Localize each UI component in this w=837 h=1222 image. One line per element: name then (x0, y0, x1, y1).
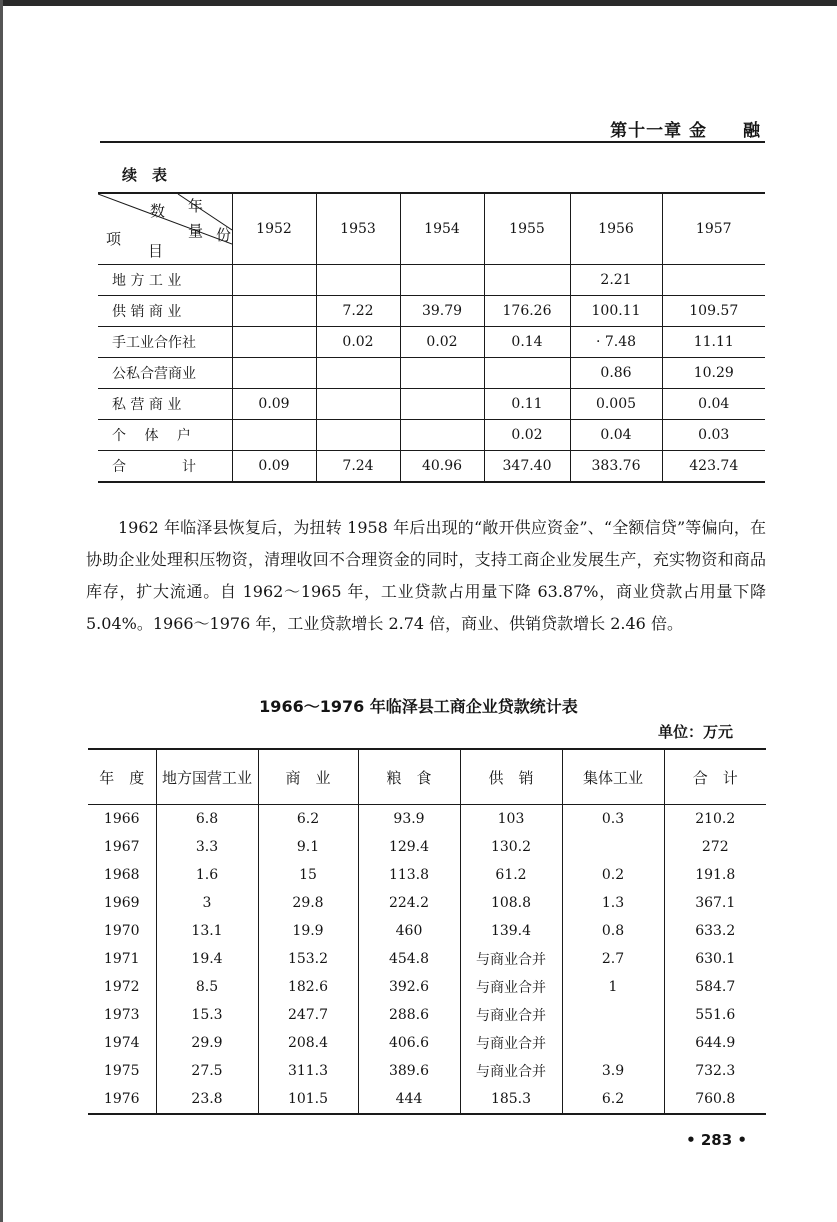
table-cell: 454.8 (358, 945, 460, 973)
table-cell: 272 (664, 833, 766, 861)
table-cell: 与商业合并 (460, 973, 562, 1001)
table-cell: 19.9 (258, 917, 358, 945)
table-cell (400, 358, 484, 389)
table-cell: 15.3 (156, 1001, 258, 1029)
table-cell: 389.6 (358, 1057, 460, 1085)
table-cell: 423.74 (662, 451, 765, 483)
table-cell: 311.3 (258, 1057, 358, 1085)
table-row (88, 861, 766, 889)
table-cell: 633.2 (664, 917, 766, 945)
table-cell (232, 420, 316, 451)
table-row (98, 451, 765, 483)
row-label: 合 计 (98, 451, 232, 483)
row-label: 手工业合作社 (98, 327, 232, 358)
table-cell (484, 358, 570, 389)
table-cell: 1.3 (562, 889, 664, 917)
table-cell: 551.6 (664, 1001, 766, 1029)
table-cell: 288.6 (358, 1001, 460, 1029)
table-cell: 93.9 (358, 805, 460, 834)
row-label: 个 体 户 (98, 420, 232, 451)
table-cell (400, 420, 484, 451)
table-cell: 113.8 (358, 861, 460, 889)
table-cell: 130.2 (460, 833, 562, 861)
table-cell: 0.11 (484, 389, 570, 420)
table-cell: 3.3 (156, 833, 258, 861)
year-cell: 1971 (103, 951, 140, 967)
table-cell: 392.6 (358, 973, 460, 1001)
top-border (0, 0, 837, 6)
table-cell: 0.03 (662, 420, 765, 451)
table-cell: 367.1 (664, 889, 766, 917)
table-cell: 153.2 (258, 945, 358, 973)
table-cell (232, 265, 316, 296)
table-cell: 6.8 (156, 805, 258, 834)
year-header: 1954 (400, 193, 484, 265)
table-cell: 644.9 (664, 1029, 766, 1057)
column-header: 集体工业 (562, 749, 664, 805)
table-cell: 39.79 (400, 296, 484, 327)
table-cell: 191.8 (664, 861, 766, 889)
table-cell (232, 327, 316, 358)
year-cell: 1968 (103, 867, 140, 883)
table-2-header-row (88, 749, 766, 805)
table-1952-1957 (98, 192, 765, 483)
table-cell: 0.04 (570, 420, 662, 451)
table-cell: 100.11 (570, 296, 662, 327)
table-cell (562, 1001, 664, 1029)
table-cell: 0.86 (570, 358, 662, 389)
table-cell: 0.09 (232, 389, 316, 420)
table-cell (400, 389, 484, 420)
table-cell: 3.9 (562, 1057, 664, 1085)
table-cell: 0.3 (562, 805, 664, 834)
column-header: 供 销 (460, 749, 562, 805)
column-header: 地方国营工业 (156, 749, 258, 805)
table-cell: 9.1 (258, 833, 358, 861)
continued-label: 续 表 (122, 166, 168, 184)
year-header: 1952 (232, 193, 316, 265)
table-cell: 444 (358, 1085, 460, 1114)
table-cell: 224.2 (358, 889, 460, 917)
table-row (98, 327, 765, 358)
row-label: 私 营 商 业 (98, 389, 232, 420)
table-cell: 0.04 (662, 389, 765, 420)
table-cell: 7.24 (316, 451, 400, 483)
page-edge (0, 0, 3, 1222)
table-row (88, 1085, 766, 1114)
table-cell: 3 (156, 889, 258, 917)
table-cell: 15 (258, 861, 358, 889)
table-cell (232, 296, 316, 327)
table-cell: 101.5 (258, 1085, 358, 1114)
header-rule (100, 141, 765, 143)
table-cell (400, 265, 484, 296)
table-cell (316, 265, 400, 296)
year-cell: 1973 (103, 1007, 140, 1023)
table-cell: 103 (460, 805, 562, 834)
table-cell: 6.2 (258, 805, 358, 834)
chapter-header: 第十一章 金 融 (610, 121, 761, 141)
year-cell: 1969 (103, 895, 140, 911)
table-cell: 208.4 (258, 1029, 358, 1057)
table-cell: 10.29 (662, 358, 765, 389)
table-cell: 与商业合并 (460, 1057, 562, 1085)
table-cell: 与商业合并 (460, 945, 562, 973)
column-header: 年 度 (88, 749, 156, 805)
table-cell: 2.21 (570, 265, 662, 296)
table-row (98, 296, 765, 327)
table-cell: 29.9 (156, 1029, 258, 1057)
table-row (88, 1001, 766, 1029)
table-cell: 0.02 (400, 327, 484, 358)
column-header: 合 计 (664, 749, 766, 805)
year-header: 1955 (484, 193, 570, 265)
table-1-header-row (98, 193, 765, 265)
table-cell: 630.1 (664, 945, 766, 973)
table-2-title: 1966～1976 年临泽县工商企业贷款统计表 (259, 697, 578, 716)
table-cell: 1 (562, 973, 664, 1001)
table-cell: 29.8 (258, 889, 358, 917)
year-cell: 1966 (103, 811, 140, 827)
table-cell: 40.96 (400, 451, 484, 483)
table-row (88, 889, 766, 917)
table-cell: 584.7 (664, 973, 766, 1001)
table-cell: 247.7 (258, 1001, 358, 1029)
table-cell: 760.8 (664, 1085, 766, 1114)
year-header: 1953 (316, 193, 400, 265)
body-paragraph: 1962 年临泽县恢复后，为扭转 1958 年后出现的“敞开供应资金”、“全额信贷”等偏向，在协助企业处理积压物资，清理收回不合理资金的同时，支持工商企业发展生产，充实物资和商品库存，扩大流通。自 1962～1965 年，工业贷款占用量下降 63.87%，商业贷款占用量下降 5.04%。1966～1976 年，工业贷款增长 2.74 倍，商业、供销贷款增长 2.46 倍。 (86, 518, 766, 633)
table-row (98, 420, 765, 451)
table-cell: 406.6 (358, 1029, 460, 1057)
diagonal-header-cell (98, 193, 232, 265)
year-cell: 1972 (103, 979, 140, 995)
table-cell: 460 (358, 917, 460, 945)
year-cell: 1970 (103, 923, 140, 939)
table-cell (662, 265, 765, 296)
table-cell (316, 420, 400, 451)
row-label: 公私合营商业 (98, 358, 232, 389)
table-cell: 176.26 (484, 296, 570, 327)
table-row (98, 389, 765, 420)
table-row (88, 917, 766, 945)
row-label: 供 销 商 业 (98, 296, 232, 327)
table-cell: 与商业合并 (460, 1001, 562, 1029)
table-cell: 0.14 (484, 327, 570, 358)
corner-mu: 目 (148, 242, 164, 260)
table-cell: 2.7 (562, 945, 664, 973)
table-cell (562, 1029, 664, 1057)
table-cell: 129.4 (358, 833, 460, 861)
table-cell: 6.2 (562, 1085, 664, 1114)
table-cell (316, 389, 400, 420)
table-cell: 11.11 (662, 327, 765, 358)
table-cell (484, 265, 570, 296)
table-cell: 182.6 (258, 973, 358, 1001)
year-header: 1957 (662, 193, 765, 265)
loan-statistics-table (88, 748, 766, 1115)
row-label: 地 方 工 业 (98, 265, 232, 296)
table-cell: · 7.48 (570, 327, 662, 358)
table-cell: 1.6 (156, 861, 258, 889)
table-cell: 383.76 (570, 451, 662, 483)
table-cell: 23.8 (156, 1085, 258, 1114)
table-cell: 61.2 (460, 861, 562, 889)
table-row (88, 805, 766, 834)
table-cell: 109.57 (662, 296, 765, 327)
table-cell: 8.5 (156, 973, 258, 1001)
corner-liang: 量 (188, 222, 204, 240)
corner-xiang: 项 (106, 230, 122, 248)
table-cell: 0.005 (570, 389, 662, 420)
table-cell: 19.4 (156, 945, 258, 973)
table-cell: 139.4 (460, 917, 562, 945)
corner-year: 年 (188, 197, 204, 215)
page-number: • 283 • (686, 1131, 747, 1149)
table-cell: 13.1 (156, 917, 258, 945)
table-row (98, 358, 765, 389)
table-cell: 108.8 (460, 889, 562, 917)
table-cell (562, 833, 664, 861)
year-header: 1956 (570, 193, 662, 265)
corner-fen: 份 (216, 226, 232, 244)
corner-shu: 数 (150, 202, 166, 220)
column-header: 粮 食 (358, 749, 460, 805)
year-cell: 1975 (103, 1063, 140, 1079)
table-cell: 185.3 (460, 1085, 562, 1114)
table-cell (316, 358, 400, 389)
table-cell: 27.5 (156, 1057, 258, 1085)
table-row (88, 833, 766, 861)
table-row (88, 1029, 766, 1057)
table-cell: 0.8 (562, 917, 664, 945)
table-cell: 与商业合并 (460, 1029, 562, 1057)
table-cell: 7.22 (316, 296, 400, 327)
table-cell: 0.02 (484, 420, 570, 451)
table-cell: 0.2 (562, 861, 664, 889)
table-row (88, 945, 766, 973)
year-cell: 1967 (103, 839, 140, 855)
table-cell: 210.2 (664, 805, 766, 834)
table-cell: 0.02 (316, 327, 400, 358)
table-row (88, 973, 766, 1001)
table-row (98, 265, 765, 296)
table-row (88, 1057, 766, 1085)
table-cell: 0.09 (232, 451, 316, 483)
year-cell: 1974 (103, 1035, 140, 1051)
column-header: 商 业 (258, 749, 358, 805)
table-cell (232, 358, 316, 389)
year-cell: 1976 (103, 1091, 140, 1107)
unit-label: 单位：万元 (657, 723, 733, 741)
table-cell: 347.40 (484, 451, 570, 483)
table-cell: 732.3 (664, 1057, 766, 1085)
